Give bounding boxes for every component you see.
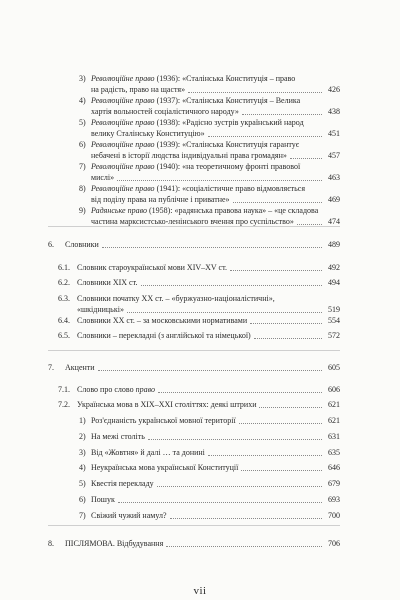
entry-title: Революційне право (1941): «соціалістичне право відмовляється — [91, 184, 306, 193]
dot-leader — [297, 223, 322, 225]
dot-leader — [141, 284, 323, 286]
entry-number: 6.3. — [58, 294, 70, 303]
page-number-ref: 605 — [328, 363, 340, 372]
section-divider — [48, 226, 340, 227]
dot-leader — [158, 391, 322, 393]
dot-leader — [208, 135, 322, 137]
entry-title: Свіжий чужий намул? — [91, 511, 167, 520]
section-divider — [48, 525, 340, 526]
entry-title: На межі століть — [91, 432, 145, 441]
dot-leader — [170, 517, 322, 519]
entry-title: Українська мова в XIX–XXI століттях: деякі штрихи — [77, 400, 257, 409]
entry-title: Словники XIX ст. — [77, 278, 138, 287]
page-number-ref: 554 — [328, 316, 340, 325]
dot-leader — [148, 438, 322, 440]
entry-title: Словники початку XX ст. – «буржуазно-націоналістичні», — [77, 294, 275, 303]
entry-number: 4) — [79, 463, 86, 472]
page-number-ref: 463 — [328, 172, 340, 182]
dot-leader — [259, 406, 322, 408]
entry-number: 5) — [79, 118, 86, 127]
entry-number: 6) — [79, 495, 86, 504]
entry-title: Неукраїнська мова української Конституції — [91, 463, 239, 472]
entry-number: 7.2. — [58, 400, 70, 409]
page-number-ref: 426 — [328, 84, 340, 94]
entry-title-continuation: хартія вольностей соціалістичного народу» — [91, 106, 239, 116]
page-number-ref: 646 — [328, 463, 340, 472]
entry-number: 7) — [79, 162, 86, 171]
page-number-ref: 494 — [328, 278, 340, 287]
entry-title: Революційне право (1940): «на теоретичному фронті правової — [91, 162, 301, 171]
page-number-ref: 635 — [328, 448, 340, 457]
entry-title: ПІСЛЯМОВА. Відбудування — [65, 539, 164, 548]
entry-number: 6.1. — [58, 263, 70, 272]
page-number-ref: 492 — [328, 263, 340, 272]
page-number-ref: 457 — [328, 150, 340, 160]
dot-leader — [157, 485, 322, 487]
entry-number: 9) — [79, 206, 86, 215]
page-number: vii — [193, 585, 207, 597]
entry-number: 2) — [79, 432, 86, 441]
entry-title: Словники — [65, 240, 99, 249]
page-number-ref: 469 — [328, 194, 340, 204]
entry-number: 1) — [79, 416, 86, 425]
page-number-ref: 519 — [328, 304, 340, 314]
dot-leader — [250, 322, 322, 324]
entry-title-continuation: велику Сталінську Конституцію» — [91, 128, 205, 138]
entry-title-continuation: «шкідницькі» — [77, 304, 124, 314]
entry-number: 3) — [79, 74, 86, 83]
page-number-ref: 621 — [328, 400, 340, 409]
entry-title: Роз'єднаність української мовної території — [91, 416, 236, 425]
page-number-ref: 572 — [328, 331, 340, 340]
entry-number: 8. — [48, 539, 54, 548]
dot-leader — [188, 91, 322, 93]
entry-number: 6.5. — [58, 331, 70, 340]
dot-leader — [102, 246, 322, 248]
section-divider — [48, 350, 340, 351]
dot-leader — [241, 469, 322, 471]
dot-leader — [242, 113, 322, 115]
dot-leader — [239, 422, 322, 424]
entry-number: 6. — [48, 240, 54, 249]
entry-title-continuation: від поділу права на публічне і приватне» — [91, 194, 230, 204]
entry-title: Квестія перекладу — [91, 479, 154, 488]
page-number-ref: 451 — [328, 128, 340, 138]
entry-title-continuation: частина марксистсько-ленінського вчення про суспільство» — [91, 216, 294, 226]
dot-leader — [98, 369, 322, 371]
dot-leader — [127, 311, 322, 313]
entry-title: Від «Жовтня» й далі … та донині — [91, 448, 205, 457]
page-number-ref: 606 — [328, 385, 340, 394]
entry-number: 8) — [79, 184, 86, 193]
dot-leader — [233, 201, 322, 203]
entry-title: Пошук — [91, 495, 115, 504]
entry-title-continuation: мислі» — [91, 172, 115, 182]
entry-title: Революційне право (1936): «Сталінська Конституція – право — [91, 74, 296, 83]
entry-number: 5) — [79, 479, 86, 488]
entry-title: Акценти — [65, 363, 95, 372]
page-number-ref: 700 — [328, 511, 340, 520]
page-number-ref: 438 — [328, 106, 340, 116]
entry-title: Слово про слово право — [77, 385, 155, 394]
entry-title-continuation: небачені в історії людства індивідуальні права громадян» — [91, 150, 287, 160]
entry-number: 6.4. — [58, 316, 70, 325]
entry-title: Словник староукраїнської мови XIV–XV ст. — [77, 263, 227, 272]
page-number-ref: 706 — [328, 539, 340, 548]
entry-title: Словники – перекладні (з англійської та німецької) — [77, 331, 251, 340]
page-number-ref: 489 — [328, 240, 340, 249]
dot-leader — [117, 179, 322, 181]
dot-leader — [254, 337, 322, 339]
entry-number: 3) — [79, 448, 86, 457]
entry-title: Радянське право (1958): «радянська правова наука» – «це складова — [91, 206, 319, 215]
entry-title: Революційне право (1937): «Сталінська Конституція – Велика — [91, 96, 301, 105]
entry-title: Словники XX ст. – за московськими нормативами — [77, 316, 248, 325]
entry-number: 7. — [48, 363, 54, 372]
page-number-ref: 693 — [328, 495, 340, 504]
dot-leader — [208, 454, 322, 456]
entry-number: 6.2. — [58, 278, 70, 287]
dot-leader — [230, 269, 322, 271]
dot-leader — [166, 545, 322, 547]
entry-title: Революційне право (1938): «Радісно зустрів український народ — [91, 118, 304, 127]
entry-number: 6) — [79, 140, 86, 149]
entry-number: 4) — [79, 96, 86, 105]
dot-leader — [118, 501, 322, 503]
entry-title: Революційне право (1939): «Сталінська Конституція гарантує — [91, 140, 300, 149]
page-number-ref: 679 — [328, 479, 340, 488]
page-number-ref: 631 — [328, 432, 340, 441]
entry-number: 7) — [79, 511, 86, 520]
entry-title-continuation: на радість, право на щастя» — [91, 84, 186, 94]
entry-number: 7.1. — [58, 385, 70, 394]
page-number-ref: 474 — [328, 216, 340, 226]
dot-leader — [290, 157, 322, 159]
page-number-ref: 621 — [328, 416, 340, 425]
